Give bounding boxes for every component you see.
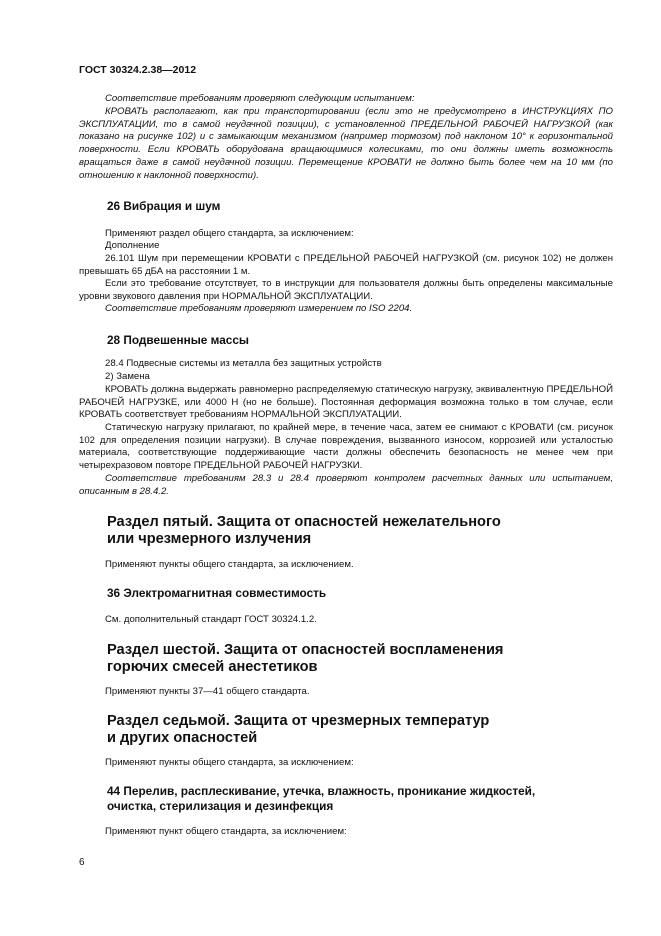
part-heading-line: горючих смесей анестетиков: [107, 659, 318, 675]
paragraph: 2) Замена: [105, 371, 150, 382]
paragraph: Применяют пункты общего стандарта, за исключением.: [105, 559, 354, 570]
paragraph: Соответствие требованиям 28.3 и 28.4 проверяют контролем расчетных данных или испытанием, описанным в 28.4.2.: [79, 473, 613, 497]
paragraph: Соответствие требованиям проверяют следующим испытанием:: [105, 93, 415, 104]
part-heading-5: [107, 514, 627, 548]
paragraph: Соответствие требованиям проверяют измерением по ISO 2204.: [105, 303, 413, 314]
paragraph: КРОВАТЬ располагают, как при транспортировании (если это не предусмотрено в ИНСТРУКЦИЯХ ПО ЭКСПЛУАТАЦИИ, то в самой неудачной позиции), с установленной ПРЕДЕЛЬНОЙ РАБОЧЕЙ НАГРУЗКОЙ (как показано на рисунке 102) и с замыкающим механизмом (например тормозом) под наклоном 10° к горизонтальной поверхности. Если КРОВАТЬ оборудована вращающимися колесиками, то они должны иметь возможность вращаться даже в самой неудачной позиции. Перемещение КРОВАТИ не должно быть более чем на 10 мм (по отношению к наклонной поверхности).: [79, 106, 613, 181]
page-number: 6: [79, 857, 85, 868]
paragraph: 26.101 Шум при перемещении КРОВАТИ с ПРЕДЕЛЬНОЙ РАБОЧЕЙ НАГРУЗКОЙ (см. рисунок 102) не должен превышать 65 дБА на расстоянии 1 м.: [79, 253, 613, 277]
section-heading-line: очистка, стерилизация и дезинфекция: [107, 799, 334, 813]
paragraph: Статическую нагрузку прилагают, по крайней мере, в течение часа, затем ее снимают с КРОВАТИ (см. рисунок 102 для определения позиции нагрузки). В случае повреждения, вызванного износом, коррозией или усталостью материала, соответствующие поддерживающие части должны обеспечить безопасность не менее чем при четырехразовом повторе ПРЕДЕЛЬНОЙ РАБОЧЕЙ НАГРУЗКИ.: [79, 422, 613, 472]
paragraph: 28.4 Подвесные системы из металла без защитных устройств: [105, 358, 382, 369]
paragraph: Применяют пункты общего стандарта, за исключением:: [105, 757, 354, 768]
paragraph: Применяют раздел общего стандарта, за исключением:: [105, 228, 354, 239]
paragraph: Если это требование отсутствует, то в инструкции для пользователя должны быть определены максимальные уровни звукового давления при НОРМАЛЬНОЙ ЭКСПЛУАТАЦИИ.: [79, 278, 613, 302]
section-heading-28: 28 Подвешенные массы: [107, 333, 249, 347]
part-heading-line: Раздел седьмой. Защита от чрезмерных температур: [107, 713, 490, 729]
paragraph: Дополнение: [105, 240, 160, 251]
paragraph: Применяют пункты 37—41 общего стандарта.: [105, 686, 310, 697]
section-heading-line: 44 Перелив, расплескивание, утечка, влажность, проникание жидкостей,: [107, 784, 536, 798]
section-heading-36: 36 Электромагнитная совместимость: [107, 586, 327, 600]
paragraph: КРОВАТЬ должна выдержать равномерно распределяемую статическую нагрузку, эквивалентную ПРЕДЕЛЬНОЙ РАБОЧЕЙ НАГРУЗКЕ, или 4000 Н (но не больше). Постоянная деформация возможна только в том случае, если КРОВАТЬ соответствует требованиям НОРМАЛЬНОЙ ЭКСПЛУАТАЦИИ.: [79, 384, 613, 421]
paragraph: См. дополнительный стандарт ГОСТ 30324.1.2.: [105, 614, 317, 625]
part-heading-line: или чрезмерного излучения: [107, 531, 312, 547]
section-heading-26: 26 Вибрация и шум: [107, 199, 221, 213]
part-heading-line: Раздел шестой. Защита от опасностей воспламенения: [107, 642, 504, 658]
document-header: ГОСТ 30324.2.38—2012: [79, 64, 197, 76]
part-heading-7: [107, 713, 627, 747]
part-heading-line: и других опасностей: [107, 730, 258, 746]
section-heading-44: [107, 784, 627, 814]
paragraph: Применяют пункт общего стандарта, за исключением:: [105, 826, 347, 837]
part-heading-line: Раздел пятый. Защита от опасностей нежелательного: [107, 514, 501, 530]
part-heading-6: [107, 642, 627, 676]
